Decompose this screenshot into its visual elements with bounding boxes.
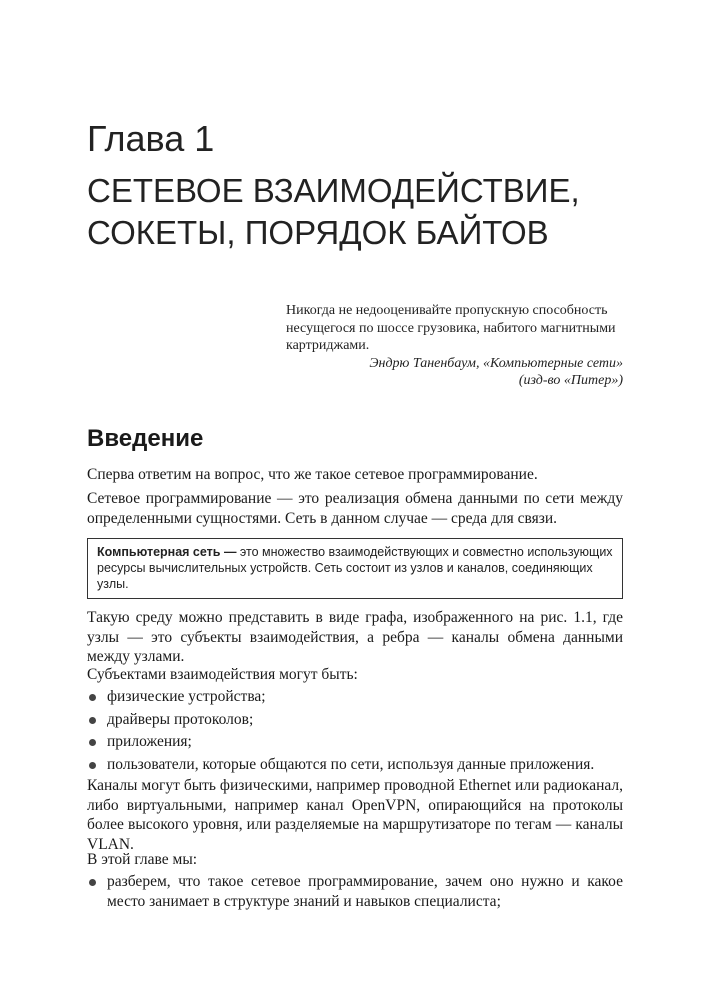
list-item-text: пользователи, которые общаются по сети, используя данные приложения.: [107, 755, 595, 773]
epigraph-quote: Никогда не недооценивайте пропускную способность несущегося по шоссе грузовика, набитого магнитными картриджами.: [286, 303, 616, 354]
bullet-icon: [89, 762, 96, 769]
paragraph-2-block: [87, 489, 623, 531]
list-item: [87, 687, 623, 707]
paragraph-1: Сперва ответим на вопрос, что же такое сетевое программирование.: [87, 466, 538, 483]
definition-text: это множество взаимодействующих и совместно использующих ресурсы вычислительных устройств. Сеть состоит из узлов и каналов, соединяющих узлы.: [97, 545, 613, 591]
definition-box: [87, 538, 623, 599]
paragraph-3-block: [87, 608, 623, 670]
paragraph-5-block: [87, 776, 623, 857]
epigraph: [286, 302, 623, 390]
list-item-text: разберем, что такое сетевое программирование, зачем оно нужно и какое место занимает в структуре знаний и навыков специалиста;: [107, 873, 623, 910]
list-item: [87, 872, 623, 911]
definition-term: Компьютерная сеть —: [97, 545, 237, 559]
list-item-text: приложения;: [107, 733, 192, 750]
chapter-title-line-1: СЕТЕВОЕ ВЗАИМОДЕЙСТВИЕ,: [87, 172, 580, 209]
paragraph-4: Субъектами взаимодействия могут быть:: [87, 666, 358, 683]
bullet-icon: [89, 717, 96, 724]
paragraph-5: Каналы могут быть физическими, например проводной Ethernet или радиоканал, либо виртуальными, например канал OpenVPN, опирающийся на протоколы более высокого уровня, или разделяемые на маршрутизаторе по тегам — каналы VLAN.: [87, 777, 623, 853]
list-item: [87, 732, 623, 752]
paragraph-2: Сетевое программирование — это реализация обмена данными по сети между определенными сущностями. Сеть в данном случае — среда для связи.: [87, 490, 623, 527]
paragraph-1-block: [87, 465, 623, 488]
chapter-title-line-2: СОКЕТЫ, ПОРЯДОК БАЙТОВ: [87, 214, 549, 251]
bullet-icon: [89, 739, 96, 746]
list-item-text: драйверы протоколов;: [107, 710, 254, 728]
list-item: [87, 755, 623, 775]
chapter-goals-list: [87, 872, 623, 914]
bullet-icon: [89, 879, 96, 886]
section-heading: Введение: [87, 425, 204, 452]
paragraph-4-block: [87, 665, 623, 688]
paragraph-6-block: [87, 850, 623, 873]
list-item-text: физические устройства;: [107, 688, 266, 705]
chapter-label: Глава 1: [87, 118, 215, 159]
epigraph-author-line-2: (изд-во «Питер»): [518, 373, 623, 389]
epigraph-author-line-1: Эндрю Таненбаум, «Компьютерные сети»: [369, 355, 623, 371]
paragraph-6: В этой главе мы:: [87, 851, 198, 868]
chapter-title: [87, 170, 580, 254]
paragraph-3: Такую среду можно представить в виде графа, изображенного на рис. 1.1, где узлы — это субъекты взаимодействия, а ребра — каналы обмена данными между узлами.: [87, 609, 623, 665]
subjects-list: [87, 687, 623, 777]
list-item: [87, 710, 623, 730]
bullet-icon: [89, 694, 96, 701]
